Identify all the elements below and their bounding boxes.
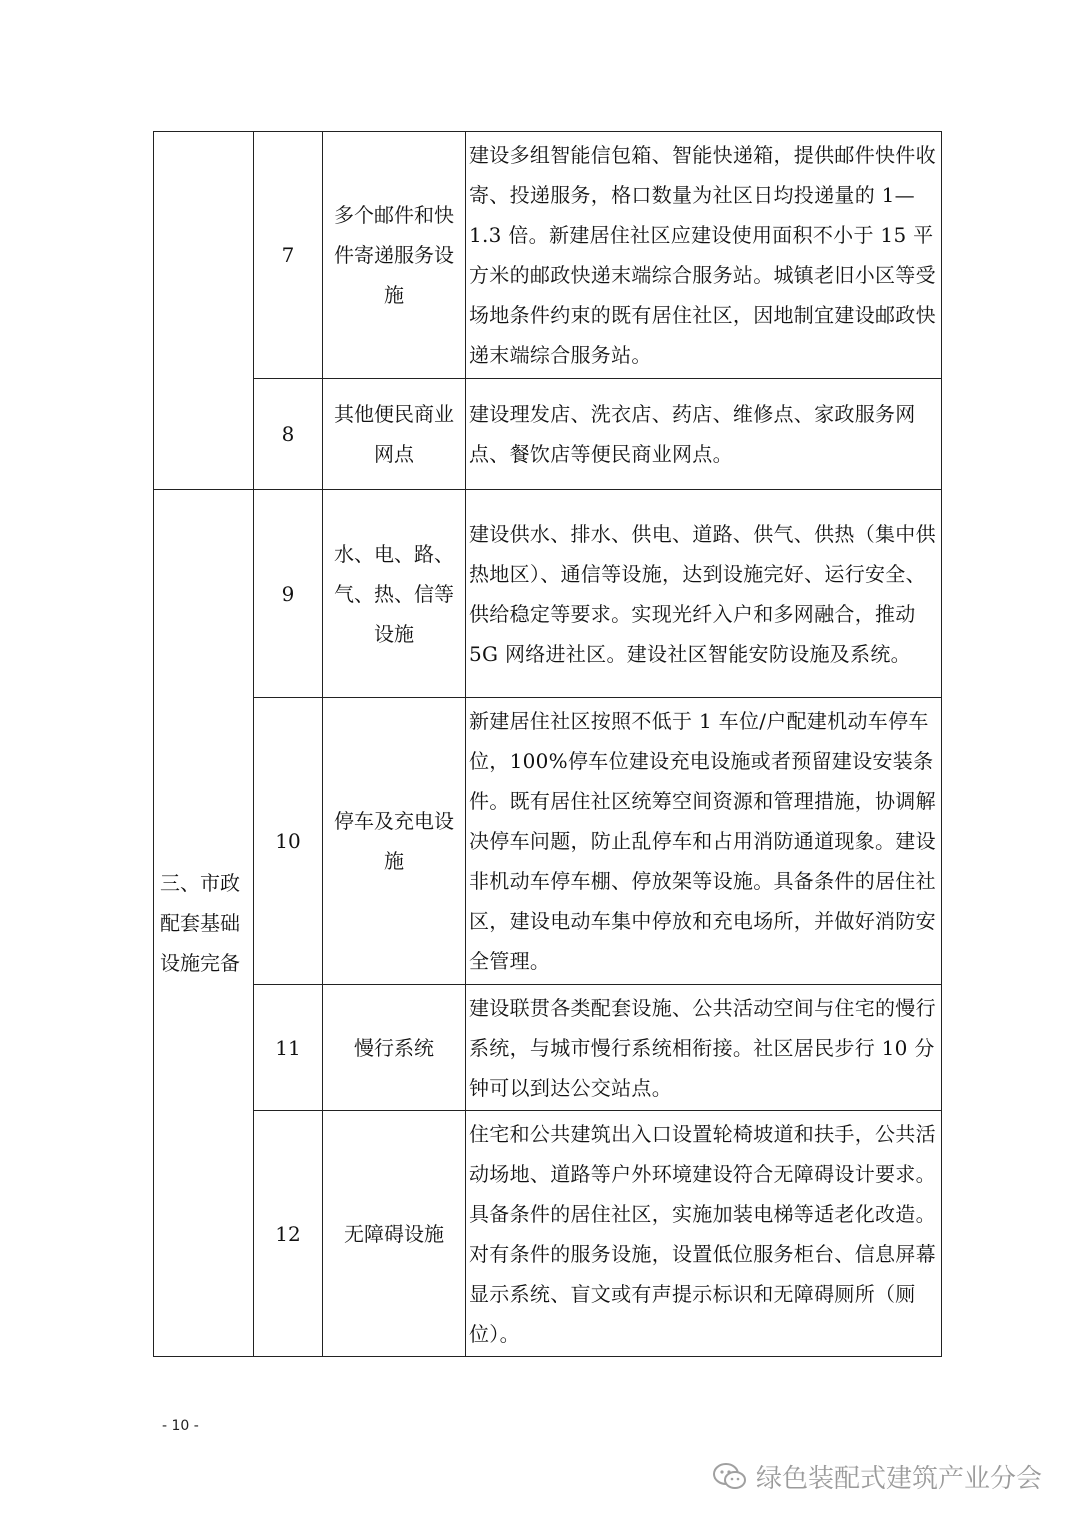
- category-label: 三、市政配套基础设施完备: [160, 871, 240, 975]
- row-number: 7: [254, 132, 323, 379]
- facility-name: 水、电、路、气、热、信等设施: [323, 490, 466, 698]
- row-number: 10: [254, 698, 323, 985]
- facilities-table: [153, 131, 942, 1357]
- row-number: 9: [254, 490, 323, 698]
- facility-description: 建设多组智能信包箱、智能快递箱，提供邮件快件收寄、投递服务，格口数量为社区日均投递量的 1—1.3 倍。新建居住社区应建设使用面积不小于 15 平方米的邮政快递末端综合服务站。城镇老旧小区等受场地条件约束的既有居住社区，因地制宜建设邮政快递末端综合服务站。: [466, 132, 942, 379]
- row-number: 8: [254, 379, 323, 490]
- page-number: - 10 -: [162, 1418, 199, 1434]
- watermark: [712, 1458, 1042, 1495]
- facility-name: 多个邮件和快件寄递服务设施: [323, 132, 466, 379]
- table-row: [154, 985, 942, 1111]
- table-row: [154, 490, 942, 698]
- facility-description: 建设供水、排水、供电、道路、供气、供热（集中供热地区）、通信等设施，达到设施完好、运行安全、供给稳定等要求。实现光纤入户和多网融合，推动 5G 网络进社区。建设社区智能安防设施及系统。: [466, 490, 942, 698]
- facility-description: 建设联贯各类配套设施、公共活动空间与住宅的慢行系统，与城市慢行系统相衔接。社区居民步行 10 分钟可以到达公交站点。: [466, 985, 942, 1111]
- facility-name: 无障碍设施: [323, 1111, 466, 1357]
- wechat-icon: [712, 1462, 748, 1492]
- row-number: 11: [254, 985, 323, 1111]
- table-row: [154, 1111, 942, 1357]
- facility-name: 其他便民商业网点: [323, 379, 466, 490]
- watermark-text: 绿色装配式建筑产业分会: [756, 1464, 1043, 1494]
- table-row: [154, 132, 942, 379]
- facility-description: 新建居住社区按照不低于 1 车位/户配建机动车停车位，100%停车位建设充电设施或者预留建设安装条件。既有居住社区统筹空间资源和管理措施，协调解决停车问题，防止乱停车和占用消防通道现象。建设非机动车停车棚、停放架等设施。具备条件的居住社区，建设电动车集中停放和充电场所，并做好消防安全管理。: [466, 698, 942, 985]
- facility-name: 停车及充电设施: [323, 698, 466, 985]
- category-cell: [154, 490, 254, 1357]
- table-row: [154, 698, 942, 985]
- table-row: [154, 379, 942, 490]
- facility-description: 建设理发店、洗衣店、药店、维修点、家政服务网点、餐饮店等便民商业网点。: [466, 379, 942, 490]
- facility-description: 住宅和公共建筑出入口设置轮椅坡道和扶手，公共活动场地、道路等户外环境建设符合无障碍设计要求。具备条件的居住社区，实施加装电梯等适老化改造。对有条件的服务设施，设置低位服务柜台、信息屏幕显示系统、盲文或有声提示标识和无障碍厕所（厕位）。: [466, 1111, 942, 1357]
- row-number: 12: [254, 1111, 323, 1357]
- category-cell-empty: [154, 132, 254, 490]
- facility-name: 慢行系统: [323, 985, 466, 1111]
